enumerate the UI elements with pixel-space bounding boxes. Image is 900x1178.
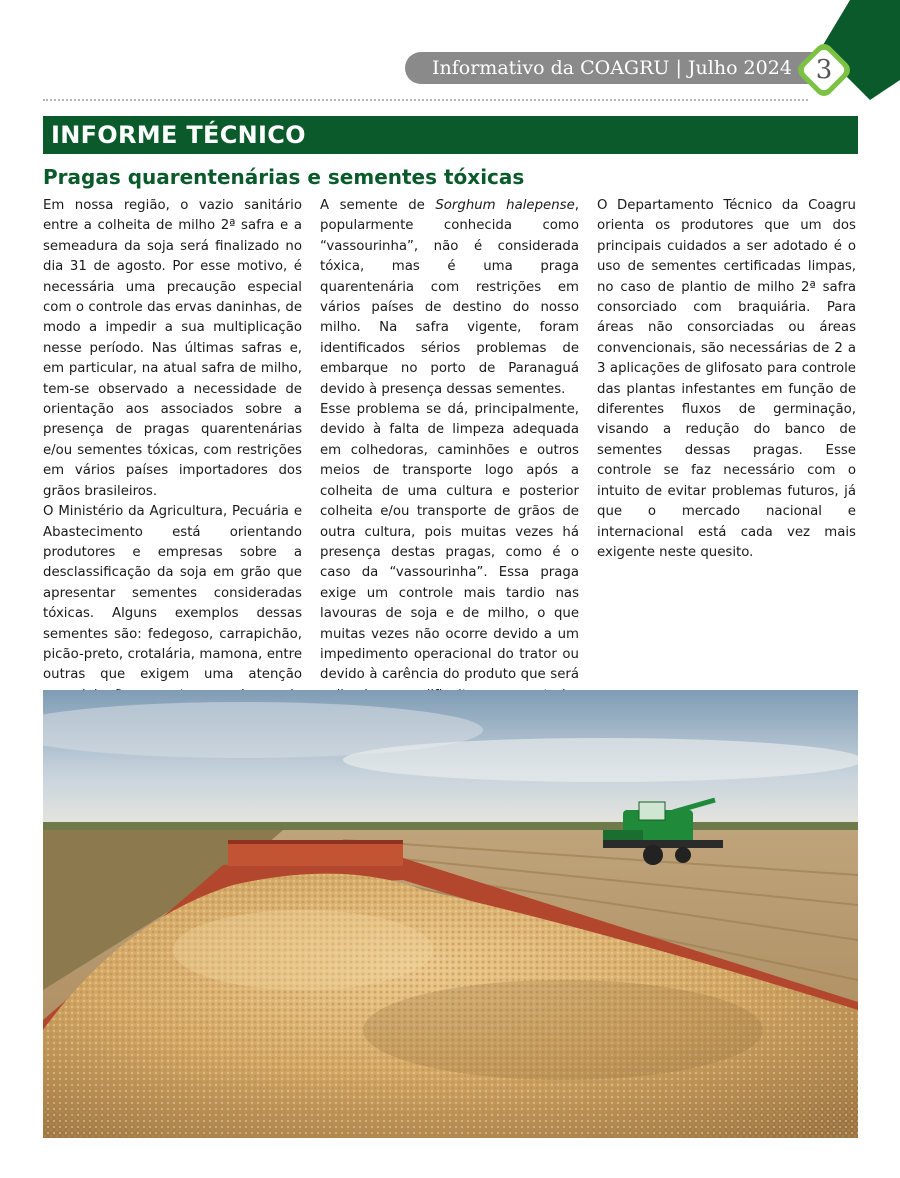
text-column-2 bbox=[320, 196, 579, 706]
paragraph-problem: Esse problema se dá, principalmente, devido à falta de limpeza adequada em colhedoras, caminhões e outros meios de transporte logo após a colheita de uma cultura e posterior colheita e/ou transporte de grãos de outra cultura, pois muitas vezes há presença destas pragas, como é o caso da “vassourinha”. Essa praga exige um controle mais tardio nas lavouras de soja e de milho, o que muitas vezes não ocorre devido a um impedimento operacional do trator ou devido à carência do produto que será bbox=[320, 402, 579, 683]
newsletter-title: Informativo da COAGRU | Julho 2024 bbox=[432, 57, 792, 79]
paragraph-intro: Em nossa região, o vazio sanitário entre a colheita de milho 2ª safra e a semeadura da soja será finalizado no dia 31 de agosto. Por esse motivo, é necessária uma precaução especial com o controle das ervas daninhas, de modo a impedir a sua multiplicação nesse período. Nas últimas safras e, em particular, na atual safra de milho, tem-se observado a necessidade de orientação aos associados sobre a presença de pragas quarentenárias e/ou sementes tóxicas, com restrições em vários países importadores dos grãos brasileiros. bbox=[43, 198, 302, 499]
section-title: INFORME TÉCNICO bbox=[51, 121, 306, 149]
page-number: 3 bbox=[815, 55, 833, 85]
paragraph-department: O Departamento Técnico da Coagru orienta os produtores que um dos principais cuidados a ser adotado é o uso de sementes certificadas limpas, no caso de plantio de milho 2ª safra consorciado com braquiária. Para áreas não consorciadas ou áreas convencionais, são necessárias de 2 a 3 aplicações de glifosato para controle das plantas infestantes em função de diferentes fluxos de germinação, visando a redução do banco de sementes dessas pragas. Esse controle se faz necessário com o intuito de evitar problemas futuros, já que o mercado nacional e internacional está cada vez mais exigente neste quesito. bbox=[597, 198, 856, 560]
section-banner bbox=[43, 116, 858, 154]
paragraph-ministry: O Ministério da Agricultura, Pecuária e Abastecimento está orientando produtores e empresas sobre a desclassificação da soja em grão que apresentar sementes consideradas tóxicas. Alguns exemplos dessas sementes são: fedegoso, carrapichão, picão-preto, crotalária, mamona, entre outras que exigem uma atenção bbox=[43, 504, 302, 683]
text-column-3 bbox=[597, 196, 856, 563]
article-title: Pragas quarentenárias e sementes tóxicas bbox=[43, 165, 525, 189]
paragraph-sorghum: A semente de Sorghum halepense, popularmente conhecida como “vassourinha”, não é considerada tóxica, mas é uma praga quarentenária com restrições em vários países de destino do nosso milho. Na safra vigente, foram identificados sérios problemas de embarque no porto de Paranaguá devido à presença dessas sementes. bbox=[320, 198, 579, 397]
species-name: Sorghum halepense bbox=[435, 198, 575, 213]
soybean-harvest-photo bbox=[43, 690, 858, 1138]
header-divider bbox=[43, 99, 808, 101]
